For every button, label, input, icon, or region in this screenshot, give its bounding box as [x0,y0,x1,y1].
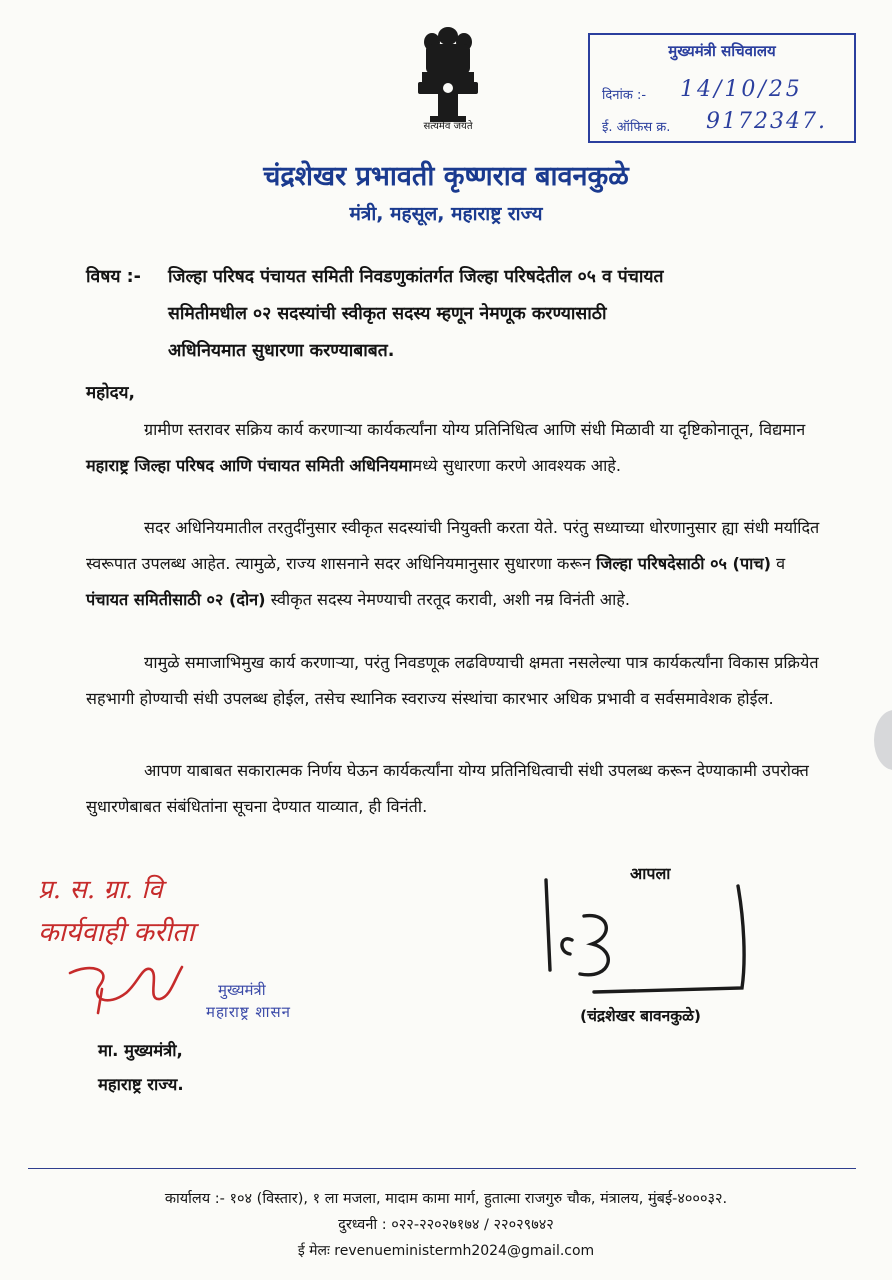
paragraph-text: ग्रामीण स्तरावर सक्रिय कार्य करणाऱ्या कार्यकर्त्यांना योग्य प्रतिनिधित्व आणि संधी मिळावी या दृष्टिकोनातून, विद्यमान [144,420,806,439]
footer-phone: दुरध्वनी : ०२२-२२०२७१७४ / २२०२९७४२ [338,1217,554,1233]
footer-email-label: ई मेलः [297,1243,330,1259]
cm-stamp-line-2: महाराष्ट्र शासन [206,1003,291,1021]
closing: आपला [630,864,671,883]
subject-line: अधिनियमात सुधारणा करण्याबाबत. [168,341,395,361]
subject-line: जिल्हा परिषद पंचायत समिती निवडणुकांतर्गत जिल्हा परिषदेतील ०५ व पंचायत [168,267,664,287]
scan-edge-shadow [874,710,892,770]
body-paragraph-4: आपण याबाबत सकारात्मक निर्णय घेऊन कार्यकर्त्यांना योग्य प्रतिनिधित्वाची संधी उपलब्ध करून देण्याकामी उपरोक्त सुधारणेबाबत संबंधितांना सूचना देण्यात याव्यात, ही विनंती. [86,761,809,816]
body-paragraph-2 [86,510,826,618]
salutation: महोदय, [86,383,135,403]
stamp-office-number: 9172347. [706,109,827,134]
secretariat-stamp [588,33,856,143]
paragraph-text: मध्ये सुधारणा करणे आवश्यक आहे. [412,456,622,475]
paragraph-text: सदर अधिनियमातील तरतुदींनुसार स्वीकृत सदस्यांची नियुक्ती करता येते. परंतु सध्याच्या धोरणानुसार ह्या संधी मर्यादित स्वरूपात उपलब्ध आहेत. त्यामुळे, राज्य शासनाने सदर अधिनियमानुसार सुधारणा करून [86,518,820,573]
annotation-line-2: कार्यवाही करीता [38,917,195,948]
stamp-date-label: दिनांक :- [602,88,647,103]
subject-line: समितीमधील ०२ सदस्यांची स्वीकृत सदस्य म्हणून नेमणूक करण्यासाठी [168,304,607,324]
annotation-line-1: प्र. स. ग्रा. वि [38,875,163,905]
zp-count-bold: जिल्हा परिषदेसाठी ०५ (पाच) [596,554,772,573]
sender-name: (चंद्रशेखर बावनकुळे) [580,1007,701,1025]
emblem-motto: सत्यमेव जयते [423,121,473,132]
body-paragraph-1 [86,412,826,484]
footer-divider [28,1168,856,1169]
stamp-title: मुख्यमंत्री सचिवालय [668,42,776,60]
addressee-line-2: महाराष्ट्र राज्य. [98,1075,184,1094]
stamp-office-label: ई. ऑफिस क्र. [602,120,671,135]
subject-label: विषय :- [86,267,141,287]
stamp-date-value: 14/10/25 [680,77,803,102]
cm-signature-icon [60,955,200,1015]
letterhead-name: चंद्रशेखर प्रभावती कृष्णराव बावनकुळे [263,161,629,192]
footer-email-row [0,1241,892,1260]
signature-icon [532,870,782,1002]
body-paragraph-3: यामुळे समाजाभिमुख कार्य करणाऱ्या, परंतु निवडणूक लढविण्याची क्षमता नसलेल्या पात्र कार्यकर्त्यांना विकास प्रक्रियेत सहभागी होण्याची संधी उपलब्ध होईल, तसेच स्थानिक स्वराज्य संस्थांचा कारभार अधिक प्रभावी व सर्वसमावेशक होईल. [86,653,819,708]
cm-stamp-line-1: मुख्यमंत्री [218,981,266,999]
footer-office-address: कार्यालय :- १०४ (विस्तार), १ ला मजला, मादाम कामा मार्ग, हुतात्मा राजगुरु चौक, मंत्रालय, मुंबई-४०००३२. [164,1191,728,1207]
addressee-line-1: मा. मुख्यमंत्री, [98,1041,183,1060]
footer-email-link[interactable]: revenueministermh2024@gmail.com [334,1243,595,1259]
paragraph-text: व [771,554,786,573]
paragraph-text: स्वीकृत सदस्य नेमण्याची तरतूद करावी, अशी नम्र विनंती आहे. [265,590,631,609]
ps-count-bold: पंचायत समितीसाठी ०२ (दोन) [86,590,266,609]
letterhead-designation: मंत्री, महसूल, महाराष्ट्र राज्य [349,203,543,225]
act-name-bold: महाराष्ट्र जिल्हा परिषद आणि पंचायत समिती अधिनियमा [86,456,413,475]
